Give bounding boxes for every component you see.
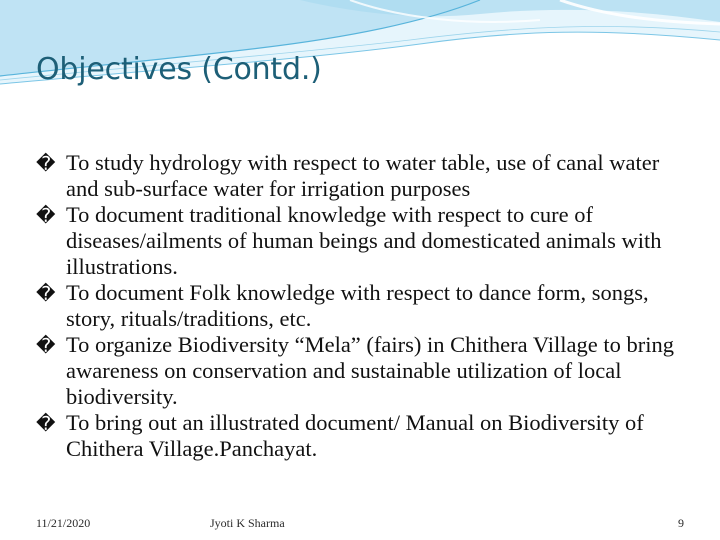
bullet-item <box>36 202 696 280</box>
bullet-text: To organize Biodiversity “Mela” (fairs) in Chithera Village to bring awareness on conservation and sustainable utilization of local biodiversity. <box>66 332 674 409</box>
bullet-glyph-icon: � <box>36 413 56 435</box>
page-number: 9 <box>678 516 684 530</box>
bullet-glyph-icon: � <box>36 335 56 357</box>
bullet-glyph-icon: � <box>36 153 56 175</box>
bullet-text: To bring out an illustrated document/ Manual on Biodiversity of Chithera Village.Panchayat. <box>66 410 644 461</box>
bullet-glyph-icon: � <box>36 283 56 305</box>
bullet-item <box>36 150 696 202</box>
bullet-text: To document traditional knowledge with respect to cure of diseases/ailments of human beings and domesticated animals with illustrations. <box>66 202 662 279</box>
bullet-item <box>36 410 696 462</box>
footer-author: Jyoti K Sharma <box>210 516 285 530</box>
footer-date: 11/21/2020 <box>36 516 91 530</box>
bullet-text: To document Folk knowledge with respect to dance form, songs, story, rituals/traditions, etc. <box>66 280 649 331</box>
slide-title: Objectives (Contd.) <box>36 52 322 87</box>
bullet-item <box>36 280 696 332</box>
bullet-list <box>36 150 696 462</box>
bullet-item <box>36 332 696 410</box>
bullet-glyph-icon: � <box>36 205 56 227</box>
bullet-text: To study hydrology with respect to water table, use of canal water and sub-surface water for irrigation purposes <box>66 150 660 201</box>
